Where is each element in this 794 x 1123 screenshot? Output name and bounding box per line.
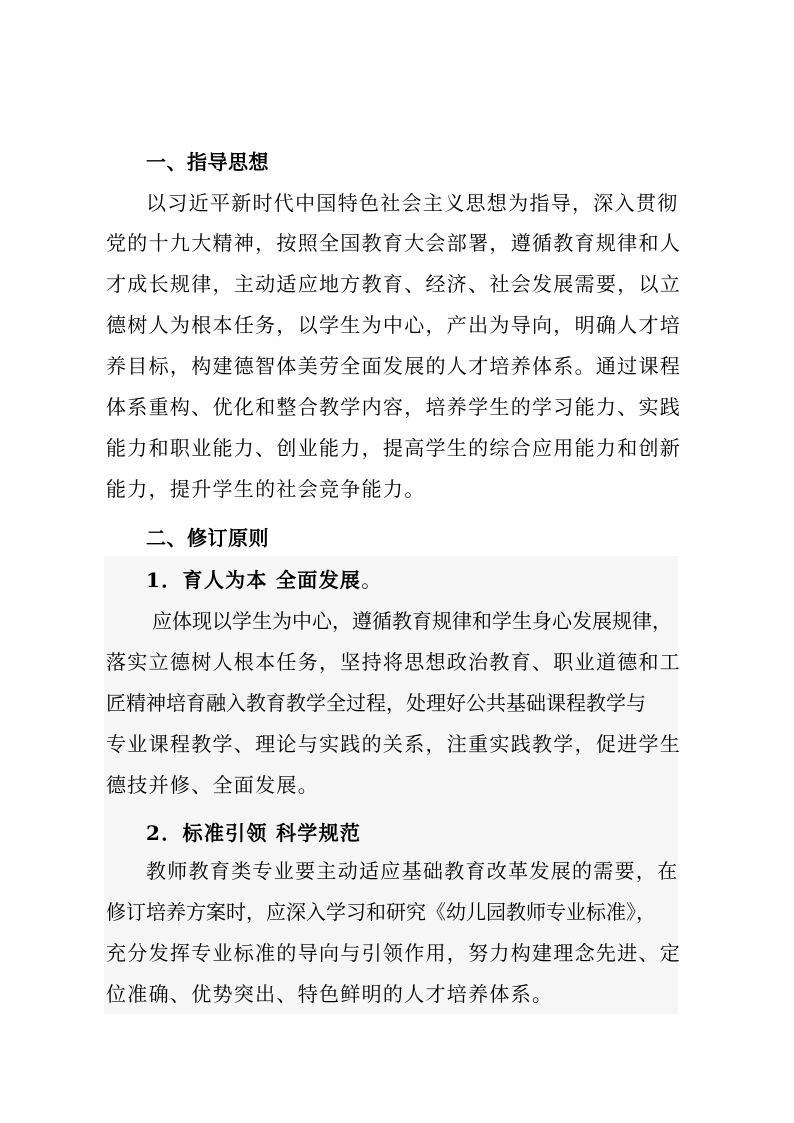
paragraph-line: 体系重构、优化和整合教学内容，培养学生的学习能力、实践 xyxy=(106,395,682,419)
paragraph-line: 充分发挥专业标准的导向与引领作用，努力构建理念先进、定 xyxy=(106,941,682,965)
subheading-text: 1．育人为本 全面发展 xyxy=(146,568,362,592)
paragraph-line: 位准确、优势突出、特色鲜明的人才培养体系。 xyxy=(106,982,554,1006)
subheading-standard-guidance: 2．标准引领 科学规范 xyxy=(146,821,362,845)
subheading-education-first xyxy=(106,566,726,594)
subheading-punct: 。 xyxy=(361,568,383,592)
paragraph-line: 才成长规律，主动适应地方教育、经济、社会发展需要，以立 xyxy=(106,272,682,296)
paragraph-line: 能力和职业能力、创业能力，提高学生的综合应用能力和创新 xyxy=(106,436,682,460)
section-heading-guiding-ideology: 一、指导思想 xyxy=(146,150,269,174)
paragraph-line: 修订培养方案时，应深入学习和研究《幼儿园教师专业标准》， xyxy=(106,900,656,924)
paragraph-line: 匠精神培育融入教育教学全过程，处理好公共基础课程教学与 xyxy=(106,691,646,715)
paragraph-line: 能力，提升学生的社会竞争能力。 xyxy=(106,477,426,501)
paragraph-line: 养目标，构建德智体美劳全面发展的人才培养体系。通过课程 xyxy=(106,354,682,378)
paragraph-line: 以习近平新时代中国特色社会主义思想为指导，深入贯彻 xyxy=(146,191,679,215)
paragraph-line: 教师教育类专业要主动适应基础教育改革发展的需要，在 xyxy=(146,859,679,883)
paragraph-line: 应体现以学生为中心，遵循教育规律和学生身心发展规律， xyxy=(152,609,672,633)
paragraph-line: 德技并修、全面发展。 xyxy=(106,773,319,797)
paragraph-line: 党的十九大精神，按照全国教育大会部署，遵循教育规律和人 xyxy=(106,231,682,255)
paragraph-line: 落实立德树人根本任务，坚持将思想政治教育、职业道德和工 xyxy=(106,650,682,674)
paragraph-line: 德树人为根本任务，以学生为中心，产出为导向，明确人才培 xyxy=(106,313,682,337)
paragraph-line: 专业课程教学、理论与实践的关系，注重实践教学，促进学生 xyxy=(106,732,682,756)
section-heading-revision-principles: 二、修订原则 xyxy=(146,526,269,550)
